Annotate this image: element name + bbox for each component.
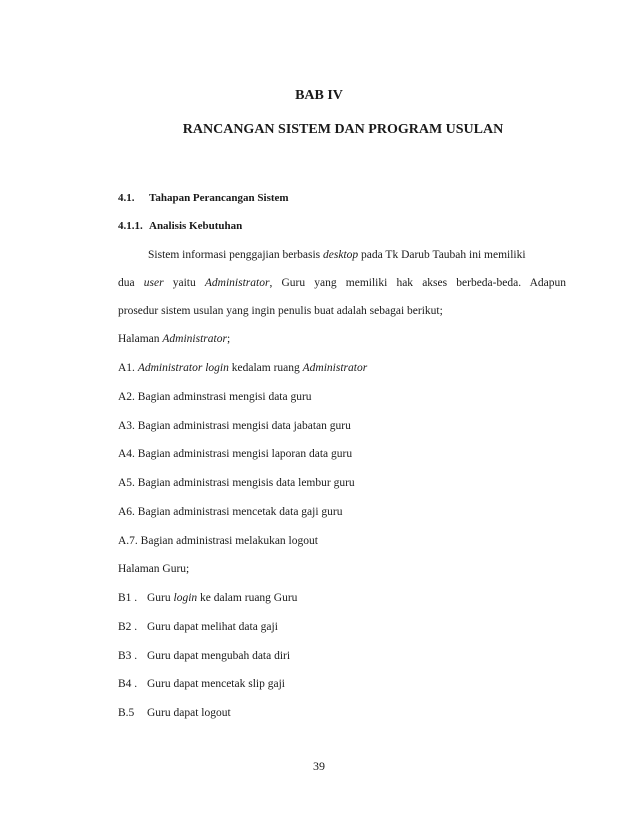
guru-item-b1 — [118, 592, 297, 604]
text-italic: Administrator — [302, 362, 368, 374]
text: ; — [226, 333, 231, 345]
text-italic: desktop — [323, 249, 359, 261]
admin-item-a4: A4. Bagian administrasi mengisi laporan data guru — [118, 448, 353, 460]
guru-item-b4 — [118, 678, 285, 690]
chapter-title: RANCANGAN SISTEM DAN PROGRAM USULAN — [182, 122, 504, 137]
text: yaitu — [163, 277, 205, 289]
item-number: B.5 — [118, 707, 135, 719]
text-italic: Administrator — [162, 333, 227, 345]
text: Guru dapat logout — [147, 707, 231, 719]
text: Guru dapat melihat data gaji — [147, 621, 278, 633]
text: dua — [118, 277, 144, 289]
admin-item-a3: A3. Bagian administrasi mengisi data jabatan guru — [118, 420, 351, 432]
chapter-heading: BAB IV — [295, 88, 343, 103]
admin-item-a6: A6. Bagian administrasi mencetak data gaji guru — [118, 506, 343, 518]
text: ke dalam ruang Guru — [197, 592, 298, 604]
text-italic: Administrator login — [137, 362, 229, 374]
item-number: B3 . — [118, 650, 138, 662]
text: Guru dapat mencetak slip gaji — [147, 678, 285, 690]
text-italic: user — [143, 277, 164, 289]
text-italic: login — [173, 592, 198, 604]
text-italic: Administrator — [204, 277, 270, 289]
admin-item-a1 — [118, 362, 367, 374]
paragraph-line-2 — [118, 277, 566, 289]
section-number: 4.1. — [118, 192, 135, 204]
paragraph-line-1 — [148, 249, 526, 261]
text: kedalam ruang — [228, 362, 303, 374]
text: , Guru yang memiliki hak akses berbeda-beda. Adapun — [269, 277, 567, 289]
text: Guru dapat mengubah data diri — [147, 650, 291, 662]
text: pada Tk Darub Taubah ini memiliki — [358, 249, 526, 261]
section-title: Tahapan Perancangan Sistem — [149, 192, 289, 204]
admin-item-a2: A2. Bagian adminstrasi mengisi data guru — [118, 391, 312, 403]
item-number: B4 . — [118, 678, 138, 690]
admin-heading — [118, 333, 230, 345]
guru-item-b2 — [118, 621, 278, 633]
item-number: B2 . — [118, 621, 138, 633]
guru-heading: Halaman Guru; — [118, 563, 190, 575]
subsection-title: Analisis Kebutuhan — [149, 220, 243, 232]
text: Sistem informasi penggajian berbasis — [148, 249, 324, 261]
page-number: 39 — [313, 759, 325, 773]
item-number: B1 . — [118, 592, 138, 604]
text: Guru — [147, 592, 174, 604]
guru-item-b3 — [118, 650, 290, 662]
guru-item-b5 — [118, 707, 231, 719]
text: Halaman — [118, 333, 163, 345]
admin-item-a7: A.7. Bagian administrasi melakukan logout — [118, 535, 318, 547]
section-heading — [118, 192, 289, 204]
subsection-number: 4.1.1. — [118, 220, 143, 232]
paragraph-line-3: prosedur sistem usulan yang ingin penulis buat adalah sebagai berikut; — [118, 305, 443, 317]
text: A1. — [118, 362, 138, 374]
subsection-heading — [118, 220, 242, 232]
admin-item-a5: A5. Bagian administrasi mengisis data lembur guru — [118, 477, 355, 489]
